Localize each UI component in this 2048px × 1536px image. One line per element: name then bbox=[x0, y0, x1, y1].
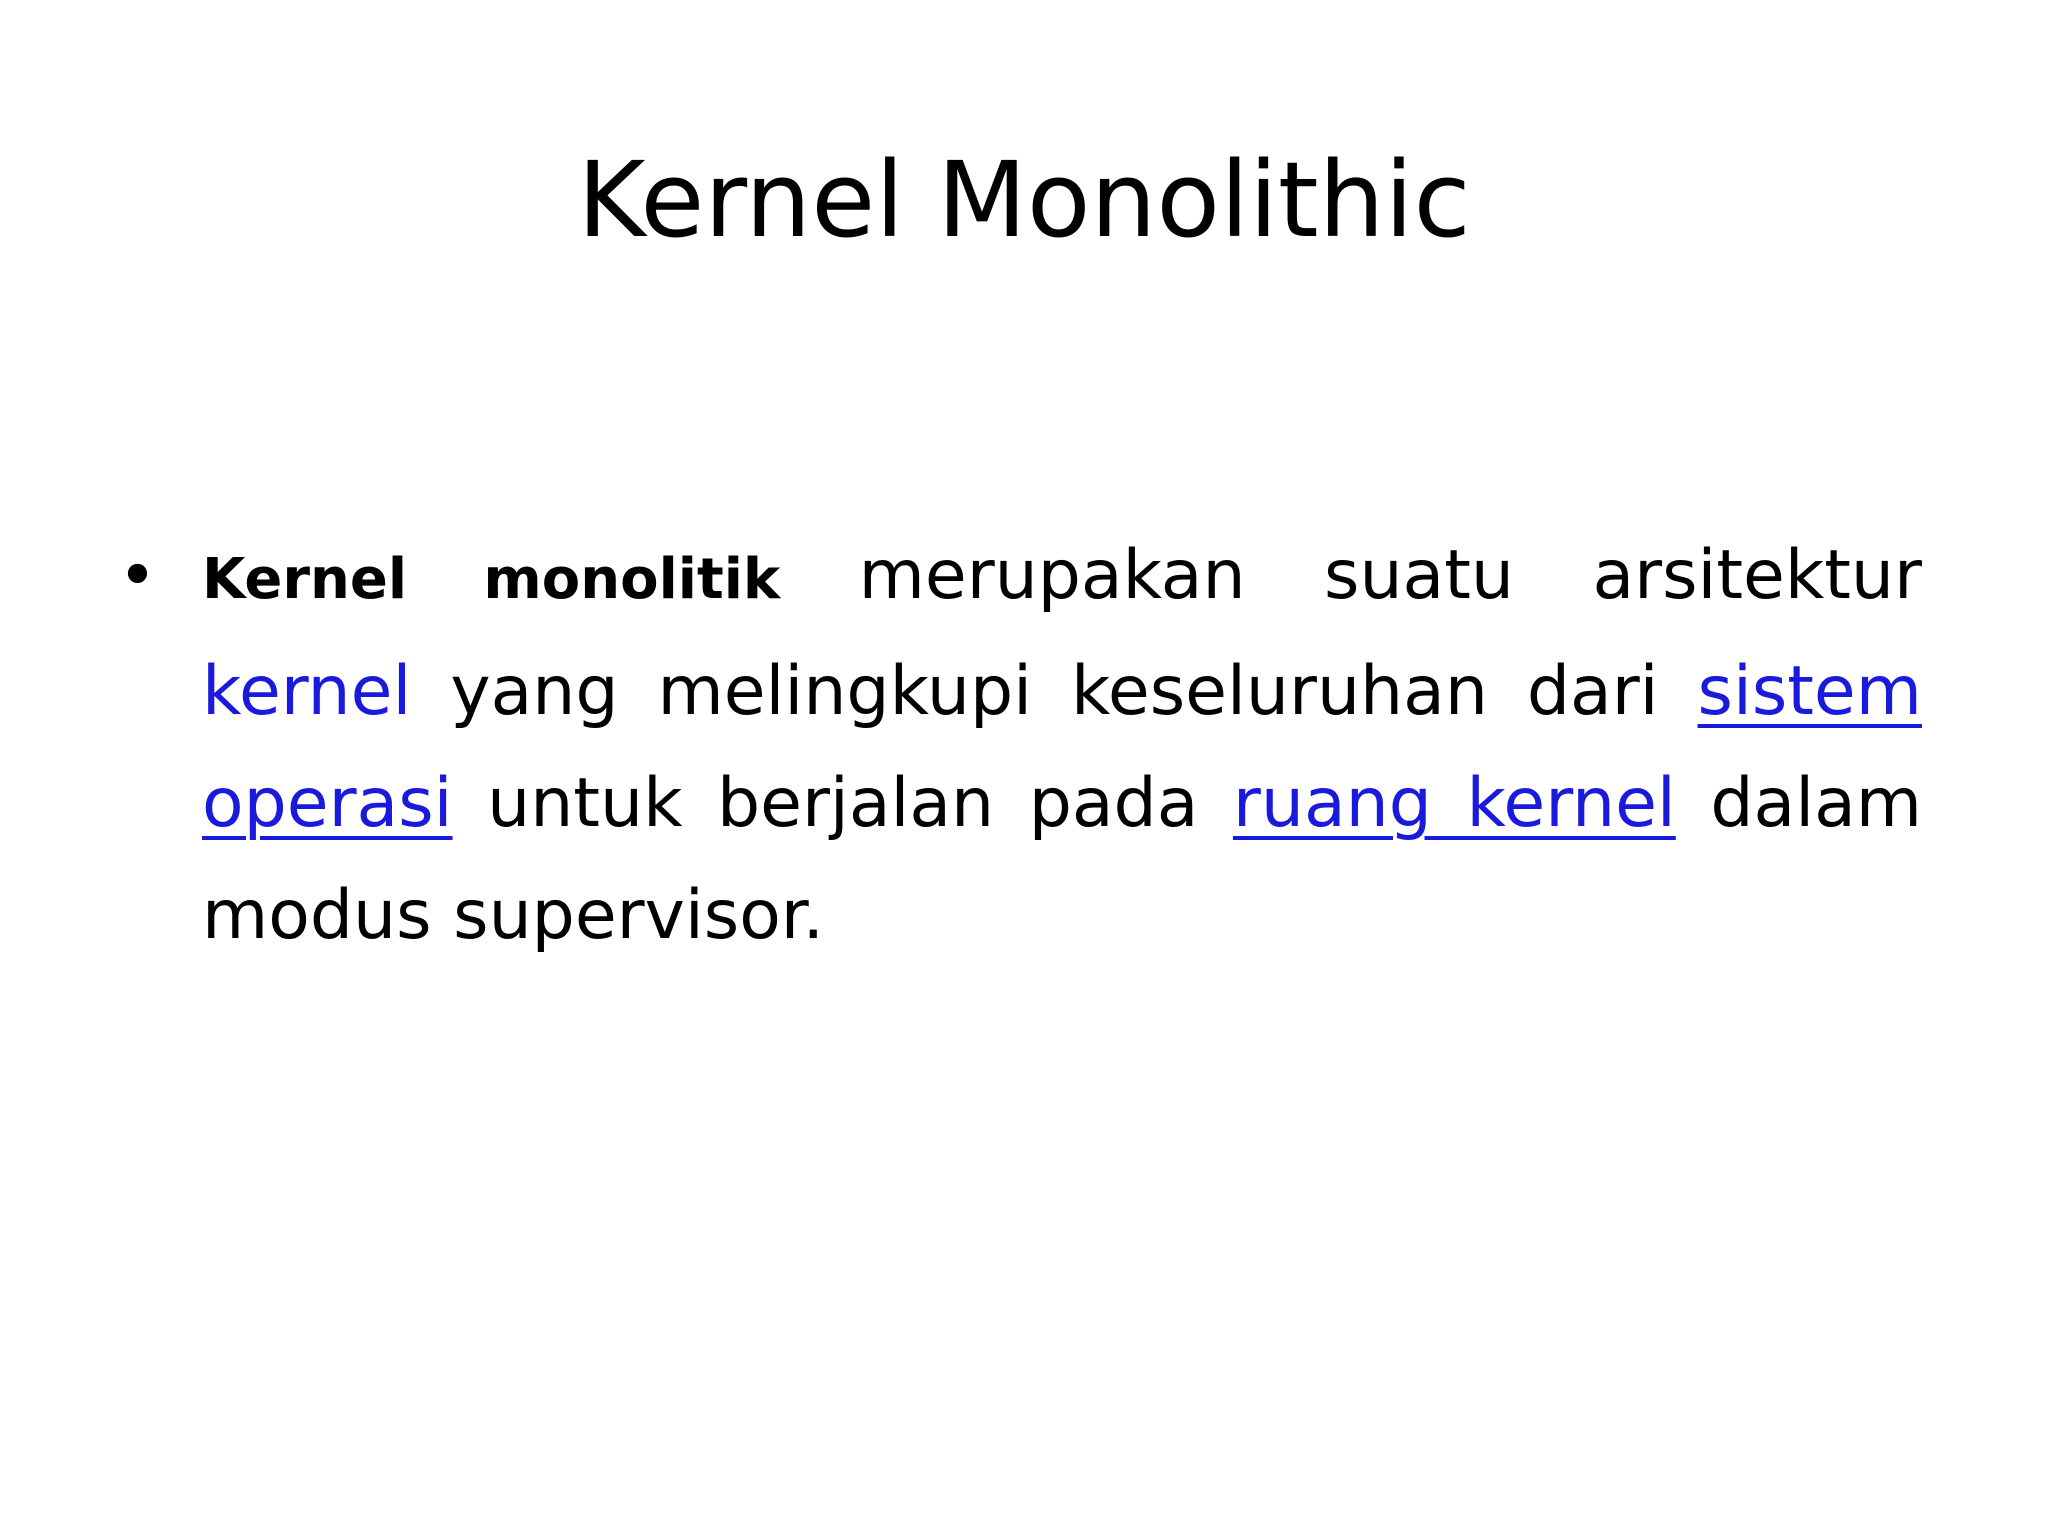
text-segment-4: dalam modus supervisor. bbox=[202, 764, 1923, 955]
slide-title: Kernel Monolithic bbox=[577, 139, 1471, 261]
bullet-dot-icon: • bbox=[118, 537, 157, 614]
kernel-link[interactable]: kernel bbox=[202, 652, 412, 731]
ruang-kernel-link[interactable]: ruang kernel bbox=[1232, 764, 1676, 843]
text-segment-1: merupakan suatu arsitektur bbox=[858, 536, 1922, 615]
bullet-item bbox=[118, 520, 1942, 972]
text-segment-2: yang melingkupi keseluruhan dari bbox=[450, 652, 1659, 731]
sistem-operasi-link[interactable]: sistem operasi bbox=[202, 652, 1923, 843]
bullet-text bbox=[202, 520, 1922, 972]
text-segment-3: untuk berjalan pada bbox=[487, 764, 1199, 843]
bold-term: Kernel monolitik bbox=[202, 547, 781, 612]
bullet-list bbox=[118, 520, 1942, 972]
